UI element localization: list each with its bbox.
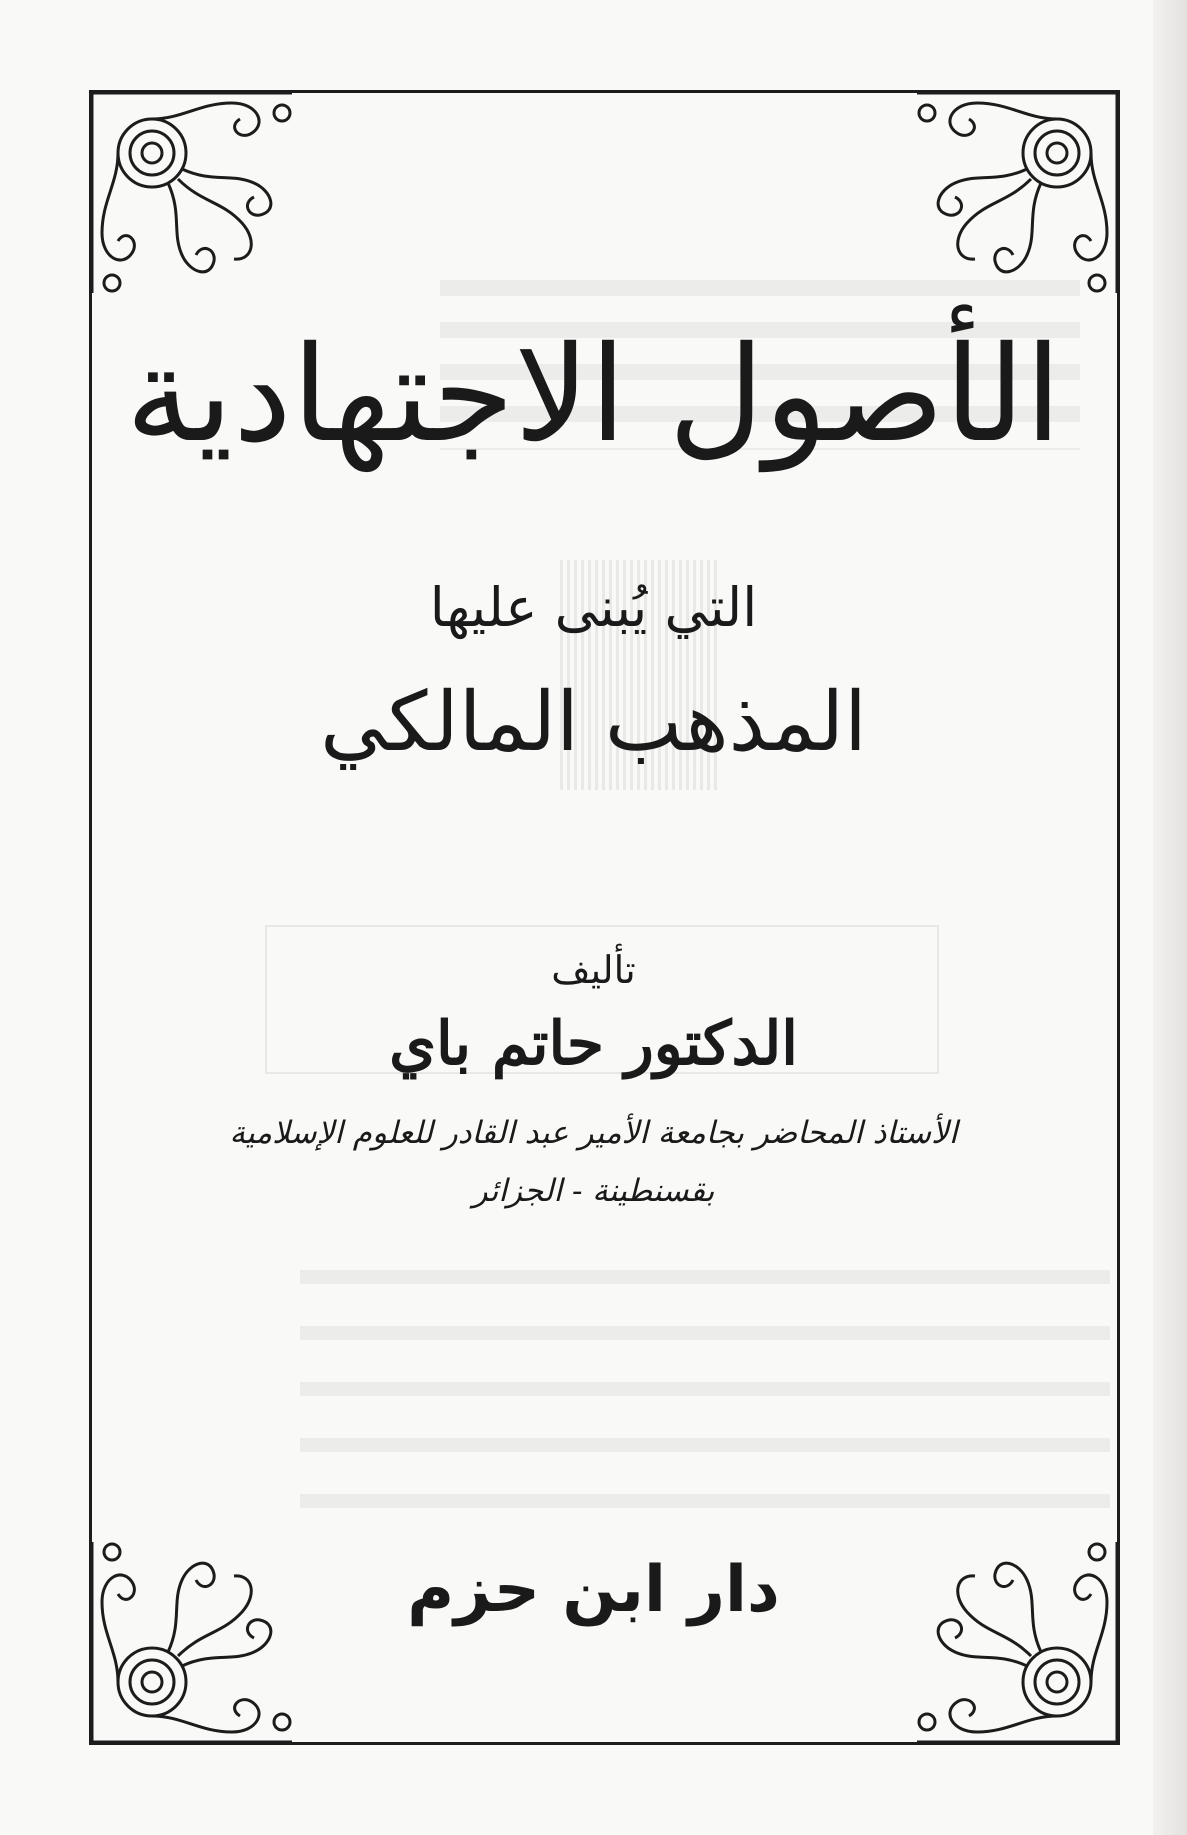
author-name: الدكتور حاتم باي [389,1009,798,1079]
publisher-name: دار ابن حزم [407,1553,780,1627]
corner-ornament-top-left [82,83,302,303]
author-affiliation-line-1: الأستاذ المحاضر بجامعة الأمير عبد القادر للعلوم الإسلامية [229,1115,958,1151]
book-title: الأصول الاجتهادية [125,318,1062,472]
subtitle-line-1: التي يُبنى عليها [429,576,758,639]
corner-ornament-top-right [907,83,1127,303]
author-affiliation-line-2: بقسنطينة - الجزائر [472,1173,715,1209]
author-label: تأليف [551,948,636,992]
subtitle-line-2: المذهب المالكي [320,675,867,770]
